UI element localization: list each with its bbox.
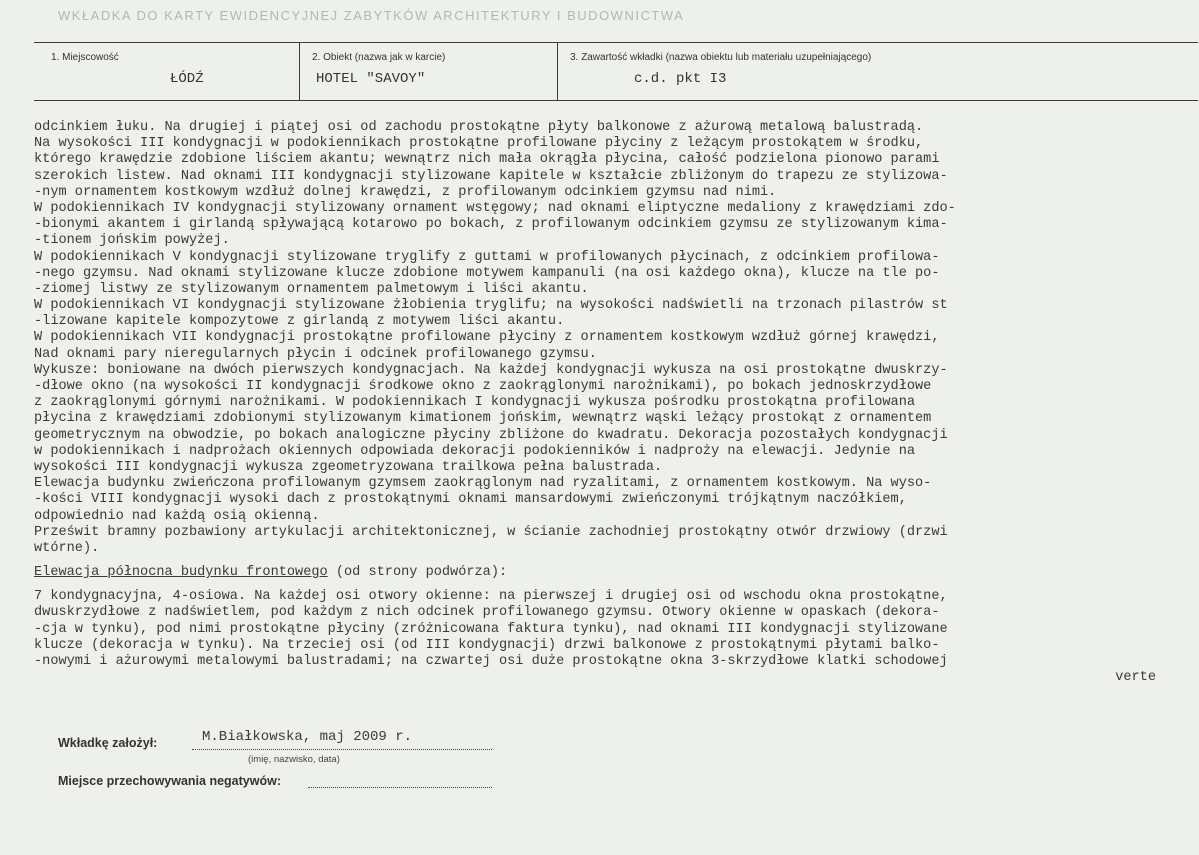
text-line: -nym ornamentem kostkowym wzdłuż dolnej krawędzi, z profilowanym odcinkiem gzymsu nad nimi. [34,184,777,200]
object-cell [300,43,558,100]
text-line: -lizowane kapitele kompozytowe z girlandą z motywem liści akantu. [34,314,565,330]
paragraph-2 [34,589,1196,670]
content-cell [558,43,1198,100]
text-line: klucze (dekoracja w tynku). Na trzeciej osi (od III kondygnacji) drzwi balkonowe z prostokątnymi płytami balko- [34,637,940,653]
text-line: płycina z krawędziami zdobionymi stylizowanym kimationem jońskim, wewnątrz wąski leżący prostokąt z ornamentem [34,411,932,427]
text-line: którego krawędzie zdobione liściem akantu; wewnątrz nich mała okrągła płycina, całość podzielona pionowo parami [34,152,940,168]
section-heading: Elewacja północna budynku frontowego [34,565,328,581]
text-line: Elewacja budynku zwieńczona profilowanym gzymsem zaokrąglonym nad ryzalitami, z ornamentem kostkowym. Na wyso- [34,476,932,492]
negatives-label: Miejsce przechowywania negatywów: [58,774,281,788]
section-heading-suffix: (od strony podwórza): [327,565,508,581]
text-line: -nowymi i ażurowymi metalowymi balustradami; na czwartej osi duże prostokątne okna 3-skrzydłowe klatki schodowej [34,654,948,669]
text-line: wysokości III kondygnacji wykusza zgeometryzowana trailkowa pełna balustrada. [34,459,663,475]
text-line: Prześwit bramny pozbawiony artykulacji architektonicznej, w ścianie zachodniej prostokątny otwór drzwiowy (drzwi [34,524,948,540]
author-label: Wkładkę założył: [58,736,158,750]
locality-value: ŁÓDŹ [170,71,204,87]
author-dotted-line [192,749,492,750]
text-line: 7 kondygnacyjna, 4-osiowa. Na każdej osi otwory okienne: na pierwszej i drugiej osi od wschodu okna prostokątne, [34,589,948,605]
text-line: szerokich listew. Nad oknami III kondygnacji stylizowane kapitele w kształcie zbliżonym do trapezu ze stylizowa- [34,168,948,184]
header-table [34,42,1198,101]
text-line: -cja w tynku), pod nimi prostokątne płyciny (zróżnicowana faktura tynku), nad oknami III kondygnacji stylizowane [34,621,948,637]
text-line: dwuskrzydłowe z nadświetlem, pod każdym z nich odcinek profilowanego gzymsu. Otwory okienne w opaskach (dekora- [34,605,940,621]
text-line: -nego gzymsu. Nad oknami stylizowane klucze zdobione motywem kampanuli (na osi każdego okna), klucze na tle po- [34,265,940,281]
author-hint: (imię, nazwisko, data) [248,754,340,765]
negatives-dotted-line [308,787,492,788]
text-line: w podokiennikach i nadprożach okiennych odpowiada dekoracji podokienników i nadproży na elewacji. Jedynie na [34,443,916,459]
text-line: -bionymi akantem i girlandą spływającą kotarowo po bokach, z profilowanym odcinkiem gzymsu ze stylizowanym kima- [34,217,948,233]
description-body [34,120,1196,686]
text-line: W podokiennikach VII kondygnacji prostokątne profilowane płyciny z ornamentem kostkowym wzdłuż górnej krawędzi, [34,330,940,346]
text-line: Na wysokości III kondygnacji w podokiennikach prostokątne profilowane płyciny z leżącym prostokątem w środku, [34,136,924,152]
locality-label: 1. Miejscowość [51,52,119,63]
text-line: odpowiednio nad każdą osią okienną. [34,508,320,524]
text-line: -ziomej listwy ze stylizowanym ornamentem palmetowym i liści akantu. [34,281,589,297]
text-line: z zaokrąglonymi górnymi narożnikami. W podokiennikach I kondygnacji wykusza pośrodku prostokątna profilowana [34,395,916,411]
text-line: -tionem jońskim powyżej. [34,233,230,249]
text-line: odcinkiem łuku. Na drugiej i piątej osi od zachodu prostokątne płyty balkonowe z ażurową metalową balustradą. [34,120,924,135]
text-line: geometrycznym na obwodzie, po bokach analogiczne płyciny zbliżone do kwadratu. Dekoracja pozostałych kondygnacji [34,427,948,443]
content-value: c.d. pkt I3 [634,71,727,87]
text-line: Wykusze: boniowane na dwóch pierwszych kondygnacjach. Na każdej kondygnacji wykusza na osi prostokątne dwuskrzy- [34,362,948,378]
object-label: 2. Obiekt (nazwa jak w karcie) [312,52,446,63]
text-line: -kości VIII kondygnacji wysoki dach z prostokątnymi oknami mansardowymi zwieńczonymi trójkątnym naczółkiem, [34,492,907,508]
text-line: wtórne). [34,540,100,556]
text-line: Nad oknami pary nieregularnych płycin i odcinek profilowanego gzymsu. [34,346,597,362]
spacer [34,581,1196,589]
text-line: W podokiennikach VI kondygnacji stylizowane żłobienia tryglifu; na wysokości nadświetli na trzonach pilastrów st [34,298,948,314]
text-line: W podokiennikach IV kondygnacji stylizowany ornament wstęgowy; nad oknami eliptyczne medaliony z krawędziami zdo- [34,200,956,216]
paragraph-1 [34,120,1196,557]
section-heading-row [34,565,1196,581]
form-title: WKŁADKA DO KARTY EWIDENCYJNEJ ZABYTKÓW ARCHITEKTURY I BUDOWNICTWA [58,8,685,23]
verte-note: verte [1115,670,1156,686]
author-value: M.Białkowska, maj 2009 r. [202,729,413,745]
spacer [34,557,1196,565]
text-line: -dłowe okno (na wysokości II kondygnacji środkowe okno z zaokrąglonymi narożnikami), po bokach jednoskrzydłowe [34,379,932,394]
locality-cell [34,43,300,100]
object-value: HOTEL "SAVOY" [316,71,426,87]
content-label: 3. Zawartość wkładki (nazwa obiektu lub materiału uzupełniającego) [570,52,872,63]
text-line: W podokiennikach V kondygnacji stylizowane tryglify z guttami w profilowanych płycinach, z odcinkiem profilowa- [34,249,940,265]
